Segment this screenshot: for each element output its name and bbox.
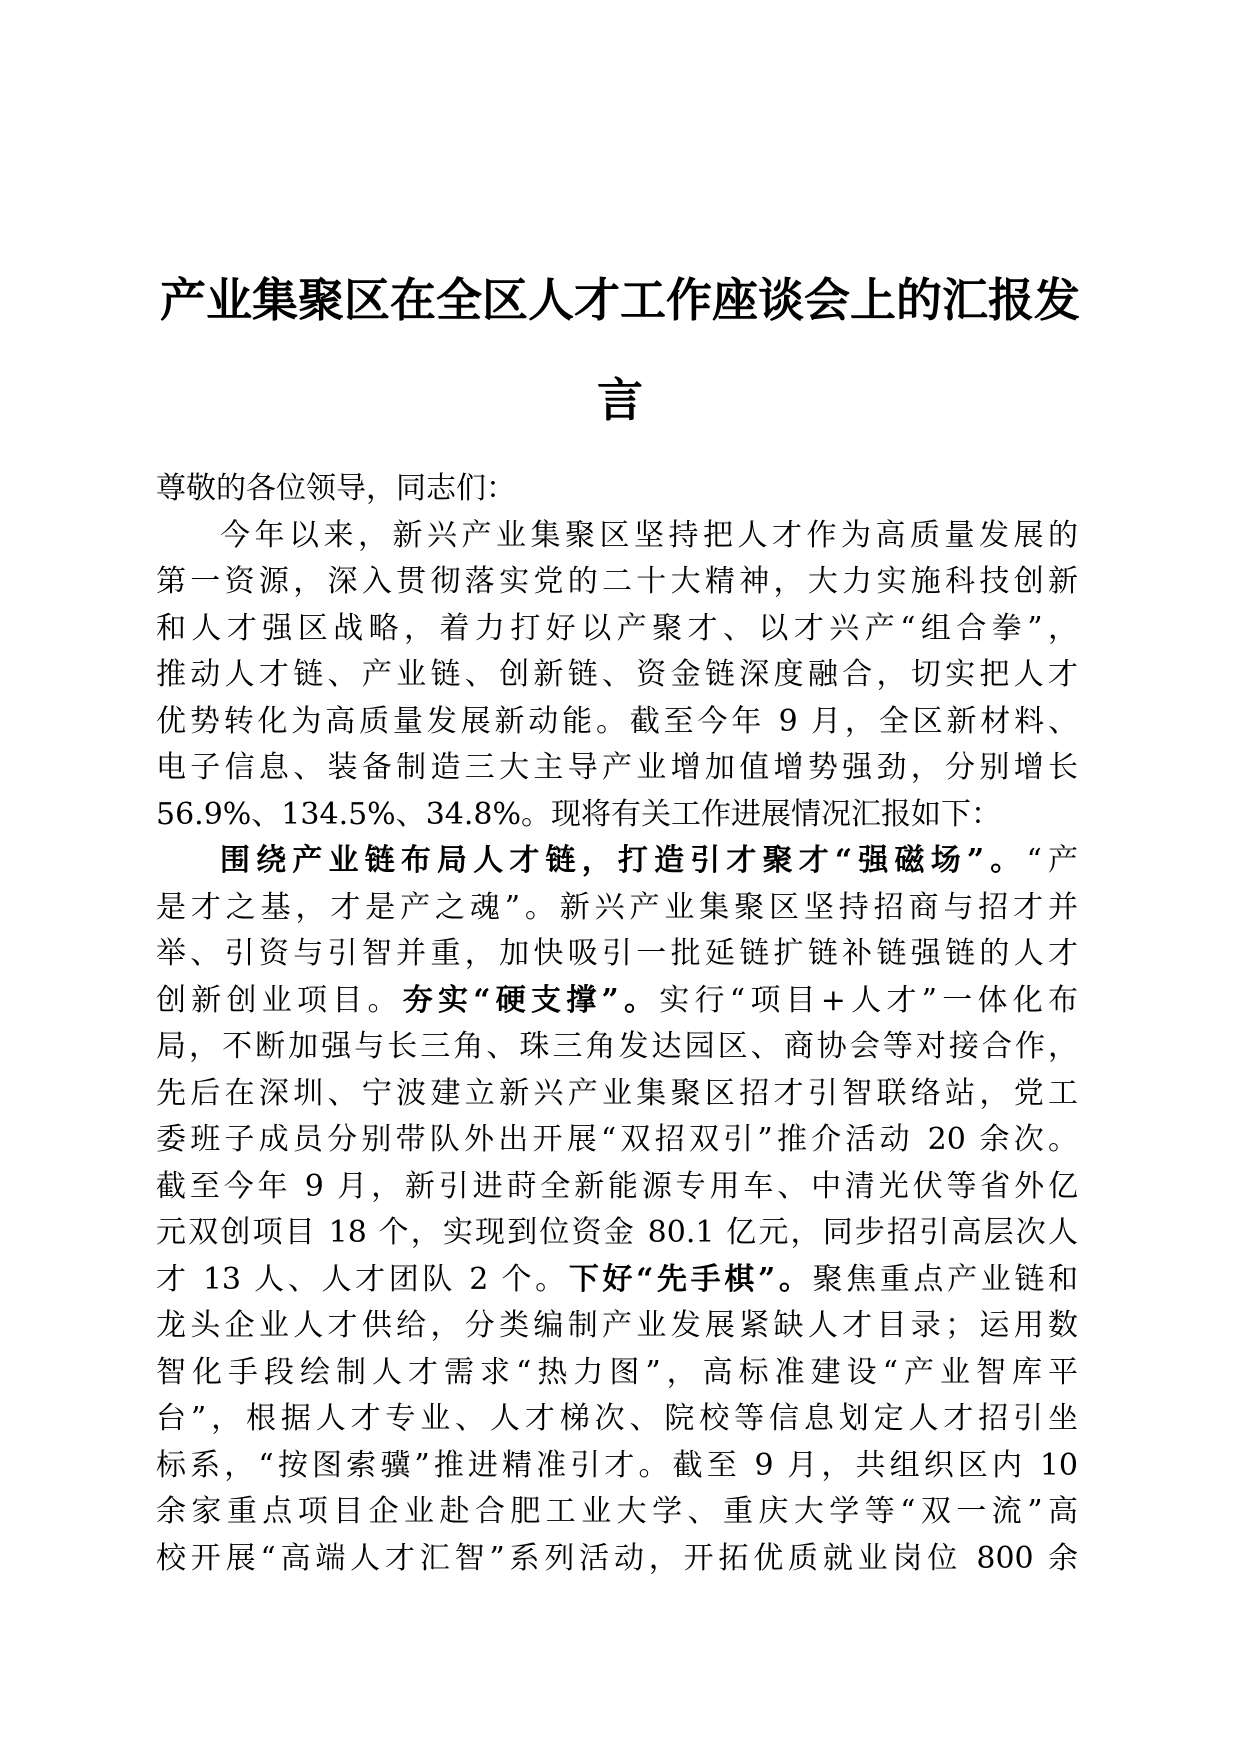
paragraph-line: 举、引资与引智并重，加快吸引一批延链扩链补链强链的人才	[156, 936, 1078, 971]
paragraph-line: 电子信息、装备制造三大主导产业增加值增势强劲，分别增长	[156, 750, 1078, 785]
paragraph-1	[156, 513, 1078, 839]
paragraph-line: 是才之基，才是产之魂”。新兴产业集聚区坚持招商与招才并	[156, 889, 1078, 925]
text-run: “产	[1026, 843, 1078, 878]
paragraph-line	[156, 978, 1078, 1025]
text-run: 聚焦重点产业链和	[812, 1261, 1079, 1297]
paragraph-line: 标系，“按图索骥”推进精准引才。截至 9 月，共组织区内 10	[156, 1447, 1078, 1483]
title-line-2: 言	[597, 373, 643, 427]
subheading: 下好“先手棋”。	[568, 1261, 813, 1297]
document-title	[150, 250, 1090, 450]
paragraph-line: 截至今年 9 月，新引进莳全新能源专用车、中清光伏等省外亿	[156, 1168, 1078, 1204]
paragraph-line: 局，不断加强与长三角、珠三角发达园区、商协会等对接合作，	[156, 1029, 1078, 1064]
title-line-1: 产业集聚区在全区人才工作座谈会上的汇报发	[160, 273, 1080, 327]
paragraph-line: 校开展“高端人才汇智”系列活动，开拓优质就业岗位 800 余	[156, 1540, 1078, 1576]
paragraph-line	[156, 838, 1078, 885]
paragraph-line: 台”，根据人才专业、人才梯次、院校等信息划定人才招引坐	[156, 1401, 1078, 1436]
paragraph-line: 元双创项目 18 个，实现到位资金 80.1 亿元，同步招引高层次人	[156, 1215, 1078, 1250]
text-run: 创新创业项目。	[156, 982, 403, 1018]
section-heading: 围绕产业链布局人才链，打造引才聚才“强磁场”。	[220, 843, 1027, 878]
paragraph-line: 今年以来，新兴产业集聚区坚持把人才作为高质量发展的	[220, 517, 1078, 553]
paragraph-line: 56.9%、134.5%、34.8%。现将有关工作进展情况汇报如下：	[156, 796, 1001, 832]
document-body	[156, 466, 1078, 1582]
text-run: 才 13 人、人才团队 2 个。	[156, 1261, 569, 1297]
paragraph-line: 余家重点项目企业赴合肥工业大学、重庆大学等“双一流”高	[156, 1494, 1078, 1529]
paragraph-2	[156, 838, 1078, 1582]
paragraph-line	[156, 1257, 1078, 1304]
paragraph-line: 龙头企业人才供给，分类编制产业发展紧缺人才目录；运用数	[156, 1308, 1078, 1343]
paragraph-line: 智化手段绘制人才需求“热力图”，高标准建设“产业智库平	[156, 1354, 1078, 1390]
paragraph-line: 优势转化为高质量发展新动能。截至今年 9 月，全区新材料、	[156, 703, 1078, 739]
subheading: 夯实“硬支撑”。	[402, 982, 660, 1018]
greeting: 尊敬的各位领导，同志们：	[156, 471, 516, 506]
paragraph-line: 推动人才链、产业链、创新链、资金链深度融合，切实把人才	[156, 657, 1078, 692]
paragraph-line: 委班子成员分别带队外出开展“双招双引”推介活动 20 余次。	[156, 1122, 1078, 1157]
paragraph-line: 先后在深圳、宁波建立新兴产业集聚区招才引智联络站，党工	[156, 1075, 1078, 1111]
paragraph-line: 和人才强区战略，着力打好以产聚才、以才兴产“组合拳”，	[156, 610, 1078, 646]
paragraph-line: 第一资源，深入贯彻落实党的二十大精神，大力实施科技创新	[156, 564, 1078, 599]
text-run: 实行“项目+人才”一体化布	[659, 982, 1079, 1018]
